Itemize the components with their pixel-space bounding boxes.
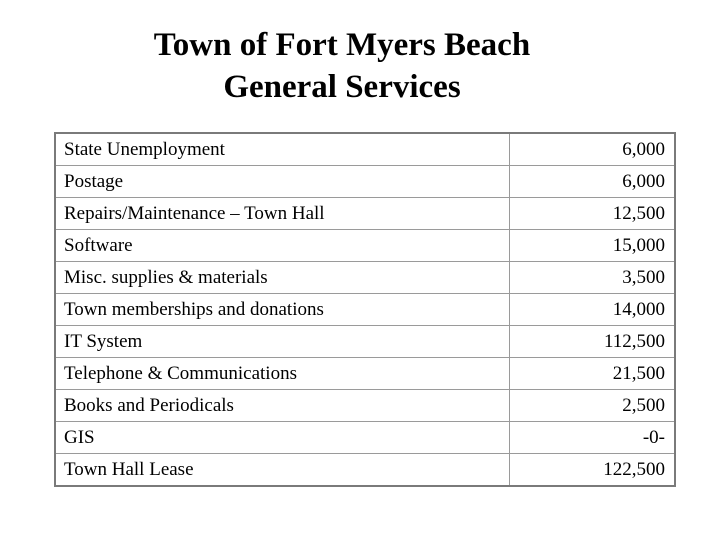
table-row (55, 198, 675, 230)
table-row (55, 326, 675, 358)
line-item-label: IT System (55, 326, 509, 358)
table-row (55, 133, 675, 166)
table-row (55, 390, 675, 422)
line-item-label: Town memberships and donations (55, 294, 509, 326)
page-title (0, 24, 684, 108)
line-item-label: State Unemployment (55, 133, 509, 166)
line-item-amount: 21,500 (509, 358, 675, 390)
table-row (55, 294, 675, 326)
line-item-amount: 6,000 (509, 166, 675, 198)
line-item-amount: 15,000 (509, 230, 675, 262)
line-item-label: Telephone & Communications (55, 358, 509, 390)
line-item-amount: 12,500 (509, 198, 675, 230)
line-item-label: Books and Periodicals (55, 390, 509, 422)
line-item-label: Postage (55, 166, 509, 198)
line-item-amount: 6,000 (509, 133, 675, 166)
line-item-label: Town Hall Lease (55, 454, 509, 487)
table-row (55, 262, 675, 294)
line-item-label: GIS (55, 422, 509, 454)
table-row (55, 358, 675, 390)
budget-table (54, 132, 676, 487)
line-item-label: Software (55, 230, 509, 262)
line-item-amount: -0- (509, 422, 675, 454)
table-row (55, 166, 675, 198)
table-row (55, 454, 675, 487)
line-item-amount: 112,500 (509, 326, 675, 358)
line-item-amount: 14,000 (509, 294, 675, 326)
line-item-label: Misc. supplies & materials (55, 262, 509, 294)
table-row (55, 422, 675, 454)
table-row (55, 230, 675, 262)
line-item-amount: 2,500 (509, 390, 675, 422)
title-line-1: Town of Fort Myers Beach (153, 27, 531, 63)
line-item-amount: 3,500 (509, 262, 675, 294)
line-item-label: Repairs/Maintenance – Town Hall (55, 198, 509, 230)
title-line-2: General Services (223, 69, 461, 105)
line-item-amount: 122,500 (509, 454, 675, 487)
